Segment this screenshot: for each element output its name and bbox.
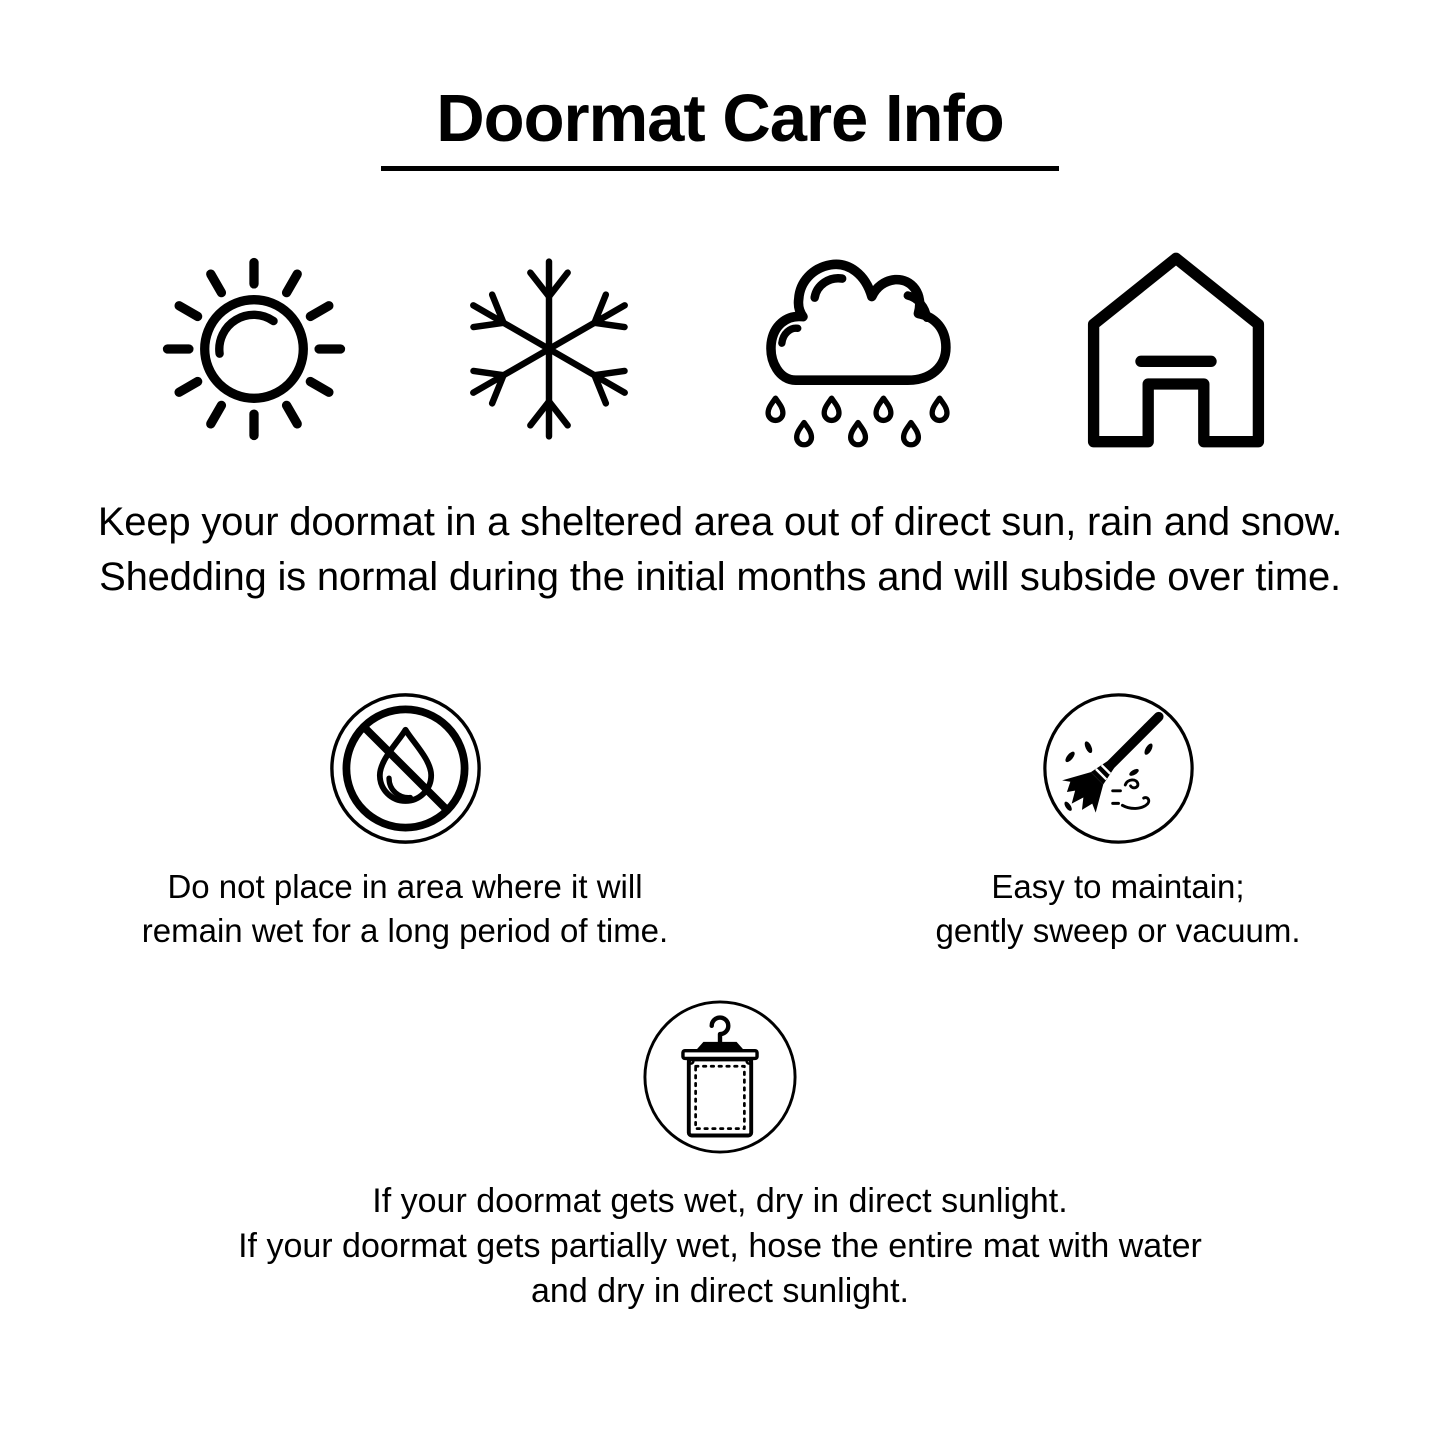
page-title: Doormat Care Info	[436, 81, 1004, 156]
drying-caption-line3: and dry in direct sunlight.	[531, 1272, 909, 1310]
no-water-icon	[328, 691, 483, 846]
shelter-note-line1: Keep your doormat in a sheltered area out of direct sun, rain and snow.	[97, 500, 1343, 544]
sun-icon	[161, 256, 347, 442]
no-water-caption-line2: remain wet for a long period of time.	[141, 912, 669, 949]
no-water-caption-line1: Do not place in area where it will	[167, 868, 643, 905]
care-item-sweep	[838, 691, 1398, 953]
no-water-caption	[142, 865, 668, 953]
shelter-note	[0, 495, 1440, 605]
title-underline	[381, 166, 1059, 171]
care-row	[0, 691, 1440, 953]
house-icon	[1073, 251, 1279, 448]
weather-icons-row	[161, 249, 1279, 449]
snowflake-icon	[457, 257, 641, 441]
sweep-caption-line2: gently sweep or vacuum.	[935, 912, 1301, 949]
care-item-no-water	[110, 691, 700, 953]
drying-caption-line2: If your doormat gets partially wet, hose the entire mat with water	[238, 1227, 1202, 1265]
care-item-drying	[0, 999, 1440, 1314]
drying-caption	[238, 1179, 1202, 1314]
sweep-caption	[935, 865, 1300, 953]
broom-icon	[1041, 691, 1196, 846]
shelter-note-line2: Shedding is normal during the initial months and will subside over time.	[99, 555, 1341, 599]
sweep-caption-line1: Easy to maintain;	[991, 868, 1245, 905]
drying-caption-line1: If your doormat gets wet, dry in direct sunlight.	[372, 1182, 1068, 1220]
hanging-mat-icon	[642, 999, 798, 1155]
rain-cloud-icon	[751, 250, 963, 449]
